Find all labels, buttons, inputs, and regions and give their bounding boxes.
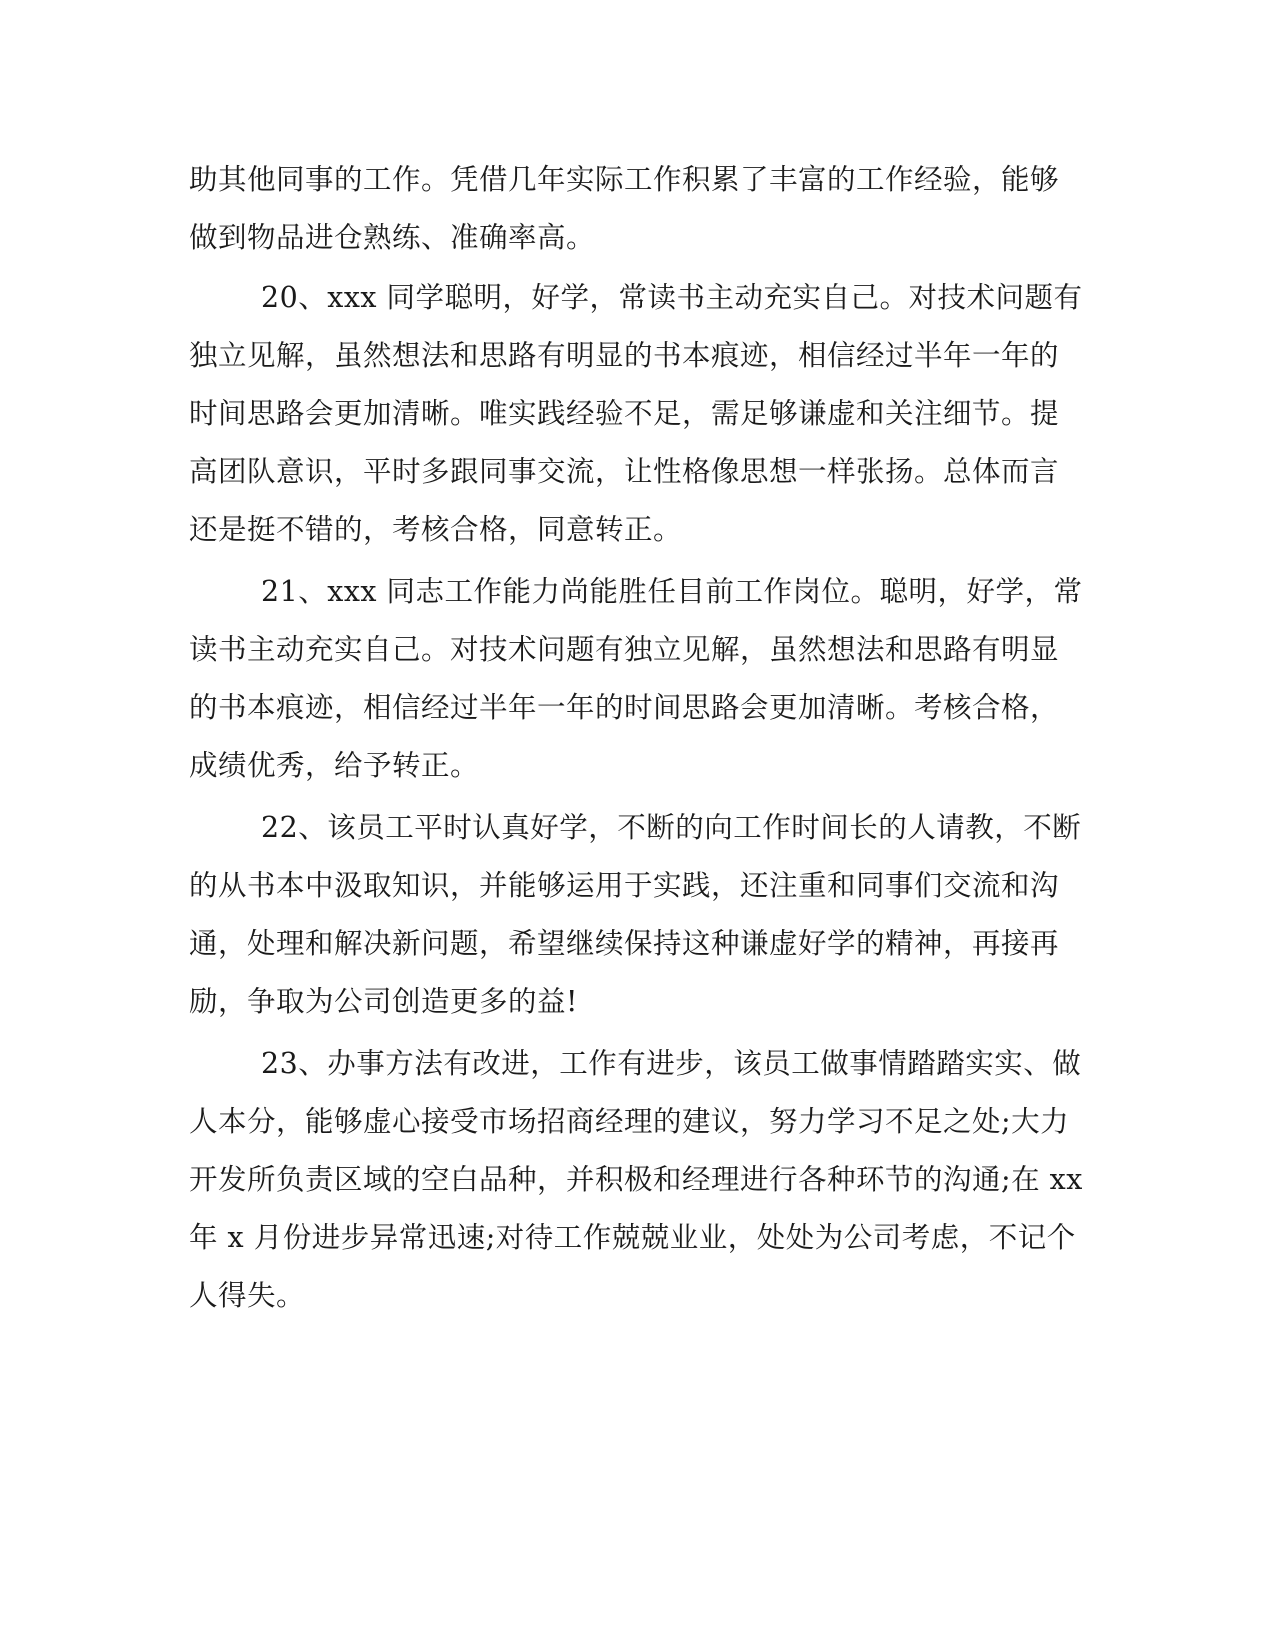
paragraph-23-first-line: 23、办事方法有改进，工作有进步，该员工做事情踏踏实实、做 (261, 1047, 1082, 1080)
paragraph-21-first-line: 21、xxx 同志工作能力尚能胜任目前工作岗位。聪明，好学，常 (261, 575, 1083, 608)
text-line: 高团队意识，平时多跟同事交流，让性格像思想一样张扬。总体而言 (189, 455, 1060, 488)
text-line: 助其他同事的工作。凭借几年实际工作积累了丰富的工作经验，能够 (189, 163, 1060, 196)
text-line: 独立见解，虽然想法和思路有明显的书本痕迹，相信经过半年一年的 (189, 339, 1060, 372)
text-line: 做到物品进仓熟练、准确率高。 (189, 221, 596, 254)
text-line: 年 x 月份进步异常迅速;对待工作兢兢业业，处处为公司考虑，不记个 (189, 1221, 1076, 1254)
text-line: 读书主动充实自己。对技术问题有独立见解，虽然想法和思路有明显 (189, 633, 1060, 666)
text-line: 还是挺不错的，考核合格，同意转正。 (189, 513, 683, 546)
text-line: 人本分，能够虚心接受市场招商经理的建议，努力学习不足之处;大力 (189, 1105, 1070, 1138)
text-line: 成绩优秀，给予转正。 (189, 749, 480, 782)
text-line: 通，处理和解决新问题，希望继续保持这种谦虚好学的精神，再接再 (189, 927, 1060, 960)
text-line: 励，争取为公司创造更多的益! (189, 985, 578, 1018)
paragraph-20-first-line: 20、xxx 同学聪明，好学，常读书主动充实自己。对技术问题有 (261, 281, 1083, 314)
text-line: 的从书本中汲取知识，并能够运用于实践，还注重和同事们交流和沟 (189, 869, 1060, 902)
text-line: 时间思路会更加清晰。唯实践经验不足，需足够谦虚和关注细节。提 (189, 397, 1060, 430)
text-line: 的书本痕迹，相信经过半年一年的时间思路会更加清晰。考核合格， (189, 691, 1060, 724)
text-line: 人得失。 (189, 1279, 306, 1312)
paragraph-22-first-line: 22、该员工平时认真好学，不断的向工作时间长的人请教，不断 (261, 811, 1082, 844)
text-line: 开发所负责区域的空白品种，并积极和经理进行各种环节的沟通;在 xx (189, 1163, 1083, 1196)
